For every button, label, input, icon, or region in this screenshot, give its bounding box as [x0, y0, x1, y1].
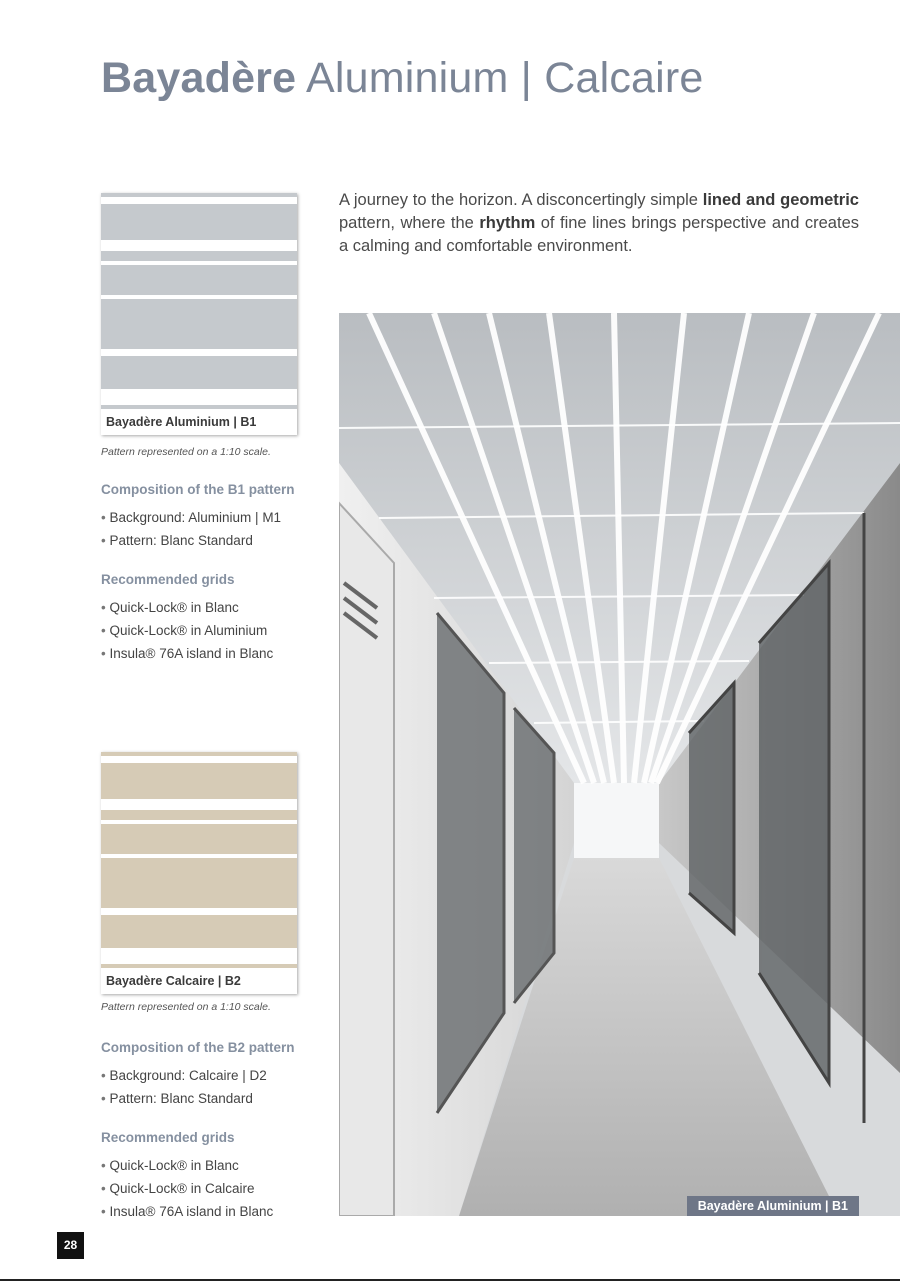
intro-part1: A journey to the horizon. A disconcertingly simple	[339, 191, 703, 209]
list-item: • Pattern: Blanc Standard	[101, 1087, 267, 1110]
intro-part3: of fine lines brings perspective and creates a calming and comfortable environment.	[339, 214, 859, 255]
title-rest: Aluminium | Calcaire	[306, 54, 704, 102]
list-item: • Insula® 76A island in Blanc	[101, 1200, 273, 1223]
list-item: • Quick-Lock® in Blanc	[101, 596, 273, 619]
list-item: • Insula® 76A island in Blanc	[101, 642, 273, 665]
list-item: • Pattern: Blanc Standard	[101, 529, 281, 552]
pattern-b2-graphic	[101, 752, 297, 968]
list-item: • Quick-Lock® in Aluminium	[101, 619, 273, 642]
swatch-b1	[101, 193, 297, 435]
intro-bold2: rhythm	[479, 214, 536, 232]
b1-composition-heading: Composition of the B1 pattern	[101, 482, 295, 497]
swatch-b2-label: Bayadère Calcaire | B2	[101, 968, 297, 994]
b1-scale-note: Pattern represented on a 1:10 scale.	[101, 446, 271, 458]
title-bold: Bayadère	[101, 54, 297, 102]
intro-part2: pattern, where the	[339, 214, 480, 232]
photo-caption: Bayadère Aluminium | B1	[687, 1196, 859, 1216]
corridor-photo	[339, 313, 900, 1216]
page-number: 28	[57, 1232, 84, 1259]
b1-composition-list	[101, 506, 281, 552]
footer-rule	[0, 1279, 900, 1281]
swatch-b2	[101, 752, 297, 994]
b1-grids-list	[101, 596, 273, 665]
b2-composition-heading: Composition of the B2 pattern	[101, 1040, 295, 1055]
b2-grids-heading: Recommended grids	[101, 1130, 235, 1145]
b2-composition-list	[101, 1064, 267, 1110]
corridor-photo-icon	[339, 313, 900, 1216]
b2-grids-list	[101, 1154, 273, 1223]
pattern-b1-graphic	[101, 193, 297, 409]
intro-bold1: lined and geometric	[702, 191, 859, 209]
b2-scale-note: Pattern represented on a 1:10 scale.	[101, 1001, 271, 1013]
swatch-b1-label: Bayadère Aluminium | B1	[101, 409, 297, 435]
list-item: • Background: Aluminium | M1	[101, 506, 281, 529]
intro-paragraph	[339, 189, 859, 258]
list-item: • Quick-Lock® in Calcaire	[101, 1177, 273, 1200]
page-title	[101, 52, 704, 104]
b1-grids-heading: Recommended grids	[101, 572, 235, 587]
list-item: • Quick-Lock® in Blanc	[101, 1154, 273, 1177]
list-item: • Background: Calcaire | D2	[101, 1064, 267, 1087]
